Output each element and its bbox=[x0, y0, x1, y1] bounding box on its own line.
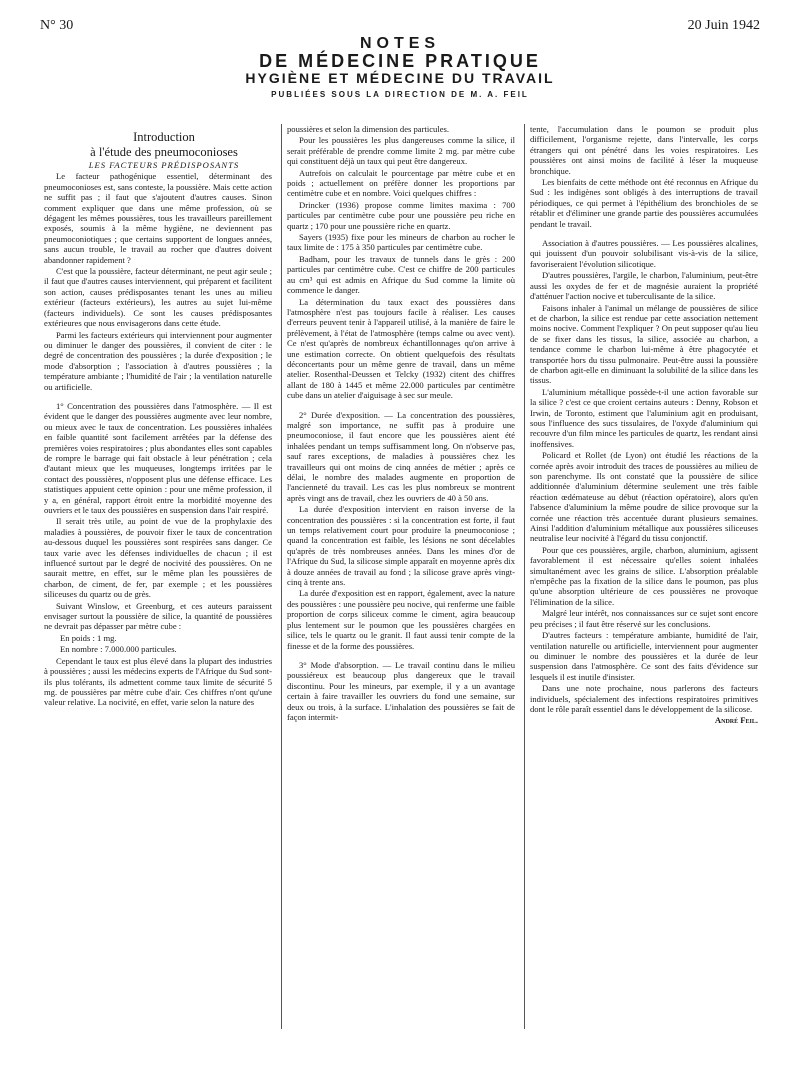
paragraph: Pour les poussières les plus dangereuses comme la silice, il serait préférable de prendre comme limite 2 mg. par mètre cube qui constituent déjà un taux qui peut être dangereux. bbox=[287, 135, 515, 167]
paragraph: Dans une note prochaine, nous parlerons des facteurs individuels, spécialement des infections respiratoires primitives dont le rôle paraît essentiel dans le développement de la silicose. bbox=[530, 683, 758, 714]
paragraph: L'aluminium métallique possède-t-il une action favorable sur la silice ? c'est ce que croient certains auteurs : Denny, Robson et Irwin, de Toronto, estiment que l'aluminium agit en produisant, sous l'influence des sucs tissulaires, de l'oxyde d'aluminium qui recouvre d'un film mince les particules de quartz, les rendant ainsi inoffensives. bbox=[530, 386, 758, 449]
paragraph: 2° Durée d'exposition. — La concentration des poussières, malgré son importance, ne suffit pas à produire une pneumoconiose, il faut encore que les poussières aient été inhalées pendant un temps suffisamment long. On n'observe pas, sauf rares exceptions, de maladies à poussières chez les travailleurs qui ont moins de cinq années de métier ; après ce délai, le nombre des malades augmente en proportion de l'ancienneté du travail. Les cas les plus nombreux se montrent après vingt ans de travail, chez les ouvriers de 40 à 50 ans. bbox=[287, 409, 515, 503]
paragraph: Badham, pour les travaux de tunnels dans le grès : 200 particules par centimètre cube. C'est ce chiffre de 200 particules au cm³ qui est admis en Afrique du Sud comme la limite où commence le danger. bbox=[287, 253, 515, 296]
paragraph: poussières et selon la dimension des particules. bbox=[287, 124, 450, 134]
paragraph: Pour que ces poussières, argile, charbon, aluminium, agissent favorablement il est nécessaire qu'elles soient inhalées simultanément avec les grains de silice. L'absorption préalable n'empêche pas la fixation de la silice dans le poumon, pas plus qu'une absorption ultérieure de ces poussières ne provoque l'élimination de la silice. bbox=[530, 544, 758, 607]
paragraph: tente, l'accumulation dans le poumon se produit plus difficilement, l'organisme rejette, dans l'intervalle, les corps étrangers qui ont pénétré dans les voies respiratoires. Les poussières ont ainsi moins de facilité à léser la muqueuse bronchique. bbox=[530, 124, 758, 176]
paragraph: D'autres poussières, l'argile, le charbon, l'aluminium, peut-être aussi les oxydes de fer et de magnésie auraient la propriété d'atténuer l'action nocive et tuberculisante de la silice. bbox=[530, 270, 758, 302]
masthead-line4: PUBLIÉES SOUS LA DIRECTION DE M. A. FEIL bbox=[271, 90, 529, 99]
column-rule-1 bbox=[281, 124, 282, 1029]
column-2 bbox=[287, 124, 515, 1054]
issue-date: 20 Juin 1942 bbox=[687, 18, 760, 33]
masthead-line1: NOTES bbox=[359, 35, 441, 52]
paragraph: Drincker (1936) propose comme limites maxima : 700 particules par centimètre cube pour une poussière peu riche en quartz ; 170 pour une poussière riche en quartz. bbox=[287, 199, 515, 231]
paragraph: En nombre : 7.000.000 particules. bbox=[60, 644, 177, 655]
author-signature: André Feil. bbox=[714, 715, 758, 726]
paragraph: Le facteur pathogénique essentiel, déterminant des pneumoconioses est, sans conteste, la poussière. Mais cette action ne suffit pas ; il faut que s'ajoutent d'autres causes. Sinon comment expliquer que dans une même profession, où se dégagent les mêmes poussières, tous les travailleurs pareillement exposés, soumis à la même hygiène, ne deviennent pas pneumoconiotiques ; que certains supportent de longues années, sans aucun trouble, le travail au rocher que d'autres doivent abandonner rapidement ? bbox=[44, 171, 272, 265]
masthead-line3: HYGIÈNE ET MÉDECINE DU TRAVAIL bbox=[245, 70, 555, 86]
paragraph: Suivant Winslow, et Greenburg, et ces auteurs paraissent envisager surtout la poussière de silice, la quantité de poussières ne devrait pas dépasser par mètre cube : bbox=[44, 600, 272, 632]
article-subtitle: à l'étude des pneumoconioses bbox=[90, 145, 238, 159]
paragraph: En poids : 1 mg. bbox=[60, 632, 117, 643]
paragraph: D'autres facteurs : température ambiante, humidité de l'air, ventilation naturelle ou artificielle, interviennent pour augmenter ou diminuer le nombre des poussières et la durée de leur suspension dans l'atmosphère. Ce sont des faits d'évidence sur lesquels il est inutile d'insister. bbox=[530, 630, 758, 682]
paragraph: Autrefois on calculait le pourcentage par mètre cube et en poids ; actuellement on préfère donner les proportions par centimètre cube et en nombre. Voici quelques chiffres : bbox=[287, 167, 515, 199]
paragraph: La durée d'exposition intervient en raison inverse de la concentration des poussières : si la concentration est forte, il faut un temps relativement court pour produire la pneumoconiose ; quand la concentration est faible, les lésions ne sont décelables qu'après de très nombreuses années. Dans les mines d'or de l'Afrique du Sud, la silicose simple apparaît en moyenne après dix à douze années de travail au fond ; la silicose grave après vingt-cinq à trente ans. bbox=[287, 504, 515, 588]
paragraph: Association à d'autres poussières. — Les poussières alcalines, qui jouissent d'un pouvoir solubilisant vis-à-vis de la silice, favoriseraient l'évolution silicotique. bbox=[530, 238, 758, 269]
article-title: Introduction bbox=[133, 130, 195, 144]
paragraph: Sayers (1935) fixe pour les mineurs de charbon au rocher le taux limite de : 175 à 350 particules par centimètre cube. bbox=[287, 232, 515, 253]
column-1 bbox=[44, 130, 272, 1050]
paragraph: Cependant le taux est plus élevé dans la plupart des industries à poussières ; aussi les médecins experts de l'Afrique du Sud sont-ils plus tolérants, ils admettent comme taux limite de sécurité 5 mg. de poussières par mètre cube d'air. Ces chiffres n'ont qu'une valeur relative. La nocivité, en effet, varie selon la nature des bbox=[44, 655, 272, 708]
paragraph: Malgré leur intérêt, nos connaissances sur ce sujet sont encore peu précises ; il faut être réservé sur les conclusions. bbox=[530, 608, 758, 629]
paragraph: Policard et Rollet (de Lyon) ont étudié les réactions de la cornée après avoir introduit des traces de poussières au milieu de son parenchyme. Ils ont constaté que la poussière de silice additionnée d'aluminium détermine seulement une très faible réaction œdémateuse au début (réaction opératoire), alors qu'en l'absence d'aluminium la même poudre de silice provoque sur la cornée une réaction très accentuée durant plusieurs semaines. Ainsi l'addition d'aluminium métallique aux poussières siliceuses neutralise leur nocivité à l'égard du tissu conjonctif. bbox=[530, 450, 758, 544]
section-heading: LES FACTEURS PRÉDISPOSANTS bbox=[88, 160, 240, 170]
column-rule-2 bbox=[524, 124, 525, 1029]
paragraph: Parmi les facteurs extérieurs qui interviennent pour augmenter ou diminuer le danger des poussières, il convient de citer : le degré de concentration des poussières ; la durée d'exposition ; le mode d'absorption ; l'association à d'autres poussières ; la température ambiante ; l'humidité de l'air ; la ventilation naturelle ou artificielle. bbox=[44, 329, 272, 392]
paragraph: C'est que la poussière, facteur déterminant, ne peut agir seule ; il faut que d'autres causes interviennent, qui préparent et facilitent son action, causes prédisposantes tenant les unes au milieu extérieur (facteurs extérieurs), les autres au sujet lui-même (facteurs individuels). Ce sont les causes prédisposantes extérieures que nous envisagerons dans cette étude. bbox=[44, 266, 272, 329]
paragraph: 1° Concentration des poussières dans l'atmosphère. — Il est évident que le danger des poussières augmente avec leur nombre, ou mieux avec le taux de concentration. Les poussières inhalées en faible quantité sont facilement arrêtées par la défense des premières voies respiratoires ; plus abondantes elles sont capables de rompre le barrage qui fait obstacle à leur pénétration ; cela d'autant mieux que les muqueuses, longtemps irritées par le contact des poussières, n'opposent plus une défense efficace. Les statistiques appuient cette opinion : pour une même profession, il y a, en général, rapport étroit entre la morbidité moyenne des ouvriers et le taux des poussières en suspension dans l'air respiré. bbox=[44, 400, 272, 515]
issue-number: N° 30 bbox=[40, 18, 74, 33]
paragraph: Il serait très utile, au point de vue de la prophylaxie des maladies à poussières, de pouvoir fixer le taux de concentration au-dessous duquel les poussières sont respirées sans danger. Ce taux varie avec les défenses individuelles de chacun ; il est influencé surtout par le degré de nocivité des poussières. On ne saurait mettre, en effet, sur le même plan les poussières de charbon, de ciment, de fer, par exemple ; et les poussières siliceuses du quartz ou de grès. bbox=[44, 516, 272, 600]
paragraph: La détermination du taux exact des poussières dans l'atmosphère n'est pas toujours facile à réaliser. Les causes d'erreurs peuvent tenir à l'appareil utilisé, à la manière de faire le prélèvement, à l'état de l'atmosphère (temps calme ou avec vent). Ce n'est qu'après de nombreux échantillonnages qu'on arrive à une estimation correcte. On obtient quelquefois des résultats déconcertants pour un même genre de travail, dans un même atelier. Rosenthal-Deussen et Telcky (1932) citent des chiffres allant de 180 à 1445 et même 22.000 particules par centimètre cube dans un atelier d'aiguisage à sec sur meule. bbox=[287, 296, 515, 401]
paragraph: 3° Mode d'absorption. — Le travail continu dans le milieu poussiéreux est beaucoup plus dangereux que le travail discontinu. Pour les mineurs, par exemple, il y a un avantage certain à faire travailler les ouvriers du fond une semaine, sur deux ou trois, à la surface. L'inhalation des poussières se fait de façon intermit- bbox=[287, 659, 515, 722]
paragraph: La durée d'exposition est en rapport, également, avec la nature des poussières : une poussière peu nocive, qui renferme une faible proportion de corps siliceux comme le ciment, agira beaucoup plus lentement sur le poumon que les poussières chargées en silice, tels le quartz ou le granit. Il faut aussi tenir compte de la finesse et de la forme des poussières. bbox=[287, 588, 515, 651]
column-3 bbox=[530, 124, 758, 1004]
paragraph: Les bienfaits de cette méthode ont été reconnus en Afrique du Sud : les indigènes sont obligés à des interruptions de travail périodiques, ce qui permet à l'épithélium des bronchioles de se rétablir et d'éliminer une grande partie des poussières accumulées pendant le travail. bbox=[530, 177, 758, 229]
paragraph: Faisons inhaler à l'animal un mélange de poussières de silice et de charbon, la silice est rendue par cette association nettement moins nocive. Comment l'expliquer ? On peut supposer qu'au lieu de se fixer dans les tissus, la silice, associée au charbon, a tendance comme le charbon lui-même à être phagocytée et transportée hors du tissu pulmonaire. Peut-être aussi la poussière de charbon agit-elle en diminuant la solubilité de la silice dans les tissus. bbox=[530, 302, 758, 386]
masthead-line2: DE MÉDECINE PRATIQUE bbox=[259, 51, 541, 71]
